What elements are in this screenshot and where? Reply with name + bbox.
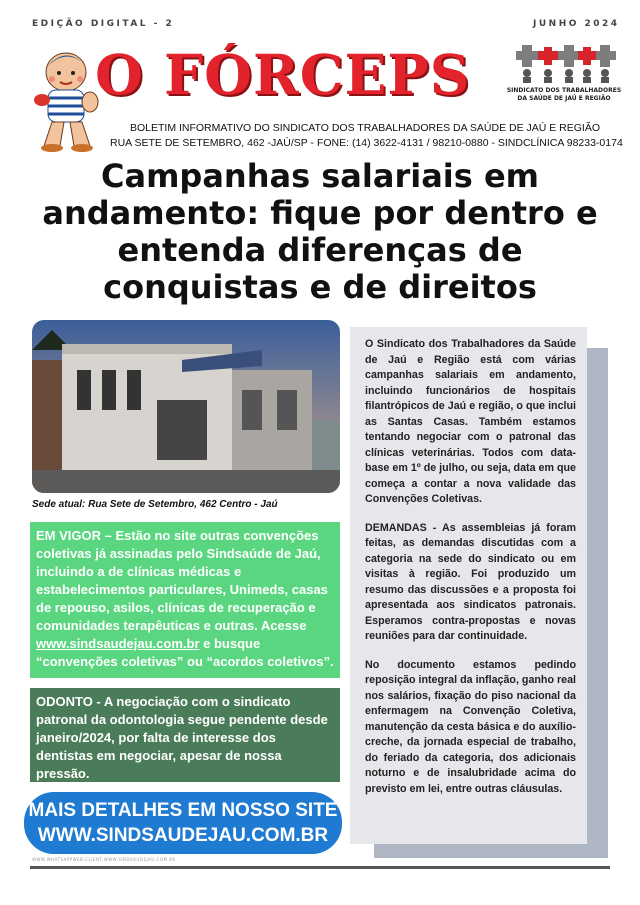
edition-label: EDIÇÃO DIGITAL - 2 bbox=[32, 19, 175, 29]
sindsaude-website-link[interactable]: www.sindsaudejau.com.br bbox=[36, 636, 200, 651]
em-vigor-text: EM VIGOR – Estão no site outras convenções coletivas já assinadas pelo Sindsaúde de Jaú, incluindo a de clínicas médicas e estabelecimentos particulares, Unimeds, casas de repouso, asilos, clínicas de recuperação e comunidades terapêuticas e outras. Acesse bbox=[36, 528, 328, 633]
syndicate-logo-text: SINDICATO DOS TRABALHADORES DA SAÚDE DE JAÚ E REGIÃO bbox=[506, 87, 622, 102]
odonto-box bbox=[30, 688, 340, 782]
article-column bbox=[350, 327, 587, 844]
date-label: JUNHO 2024 bbox=[533, 19, 620, 29]
bottom-divider bbox=[30, 866, 610, 869]
cta-website-url: WWW.SINDSAUDEJAU.COM.BR bbox=[37, 825, 329, 846]
cta-line-1: MAIS DETALHES EM NOSSO SITE bbox=[28, 800, 338, 821]
website-cta-banner[interactable] bbox=[24, 792, 342, 854]
em-vigor-text-end: e busque “convenções coletivas” ou “acordos coletivos”. bbox=[36, 636, 334, 669]
masthead-title: O FÓRCEPS bbox=[95, 42, 471, 107]
address-contact-line: RUA SETE DE SETEMBRO, 462 -JAÚ/SP - FONE: (14) 3622-4131 / 98210-0880 - SINDCLÍNICA 98233-0174 bbox=[110, 137, 623, 149]
footer-fine-print: WWW.WHATSAPPWEB.CLIENT.WWW.SINDSAUDEJAU.COM.BR bbox=[32, 857, 176, 862]
article-paragraph-demandas: DEMANDAS - As assembleias já foram feitas, as demandas discutidas com a categoria na sede do sindicato ou em visitas à região. Foi produzido um resumo das discussões e a proposta foi apresentada aos sindicatos patronais. Esperamos contra-propostas e novas reuniões para dar continuidade. bbox=[365, 521, 576, 642]
headquarters-photo bbox=[32, 320, 340, 493]
article-paragraph-1: O Sindicato dos Trabalhadores da Saúde de Jaú e Região está com várias campanhas salariais em andamento, incluindo funcionários de hospitais filantrópicos de Jaú e região, o que inclui as Santas Casas. Também estamos tentando negociar com o patronal das clínicas veterinárias. Todos com data-base em 1º de julho, ou seja, data em que começa a contar a nova validade das Convenções Coletivas. bbox=[365, 338, 576, 505]
article-paragraph-documento: No documento estamos pedindo reposição integral da inflação, ganho real nos salários, fixação do piso nacional da enfermagem na Convenção Coletiva, manutenção da cesta básica e do auxílio-creche, da jornada especial de trabalho, do feriado da categoria, dos adicionais noturno e de insalubridade acima do previsto em lei, entre outras cláusulas. bbox=[365, 658, 576, 795]
em-vigor-box bbox=[30, 522, 340, 678]
photo-caption: Sede atual: Rua Sete de Setembro, 462 Centro - Jaú bbox=[32, 499, 278, 510]
main-headline: Campanhas salariais em andamento: fique por dentro e entenda diferenças de conquistas e de direitos bbox=[42, 157, 598, 306]
bulletin-subtitle: BOLETIM INFORMATIVO DO SINDICATO DOS TRABALHADORES DA SAÚDE DE JAÚ E REGIÃO bbox=[129, 122, 601, 134]
odonto-text: ODONTO - A negociação com o sindicato patronal da odontologia segue pendente desde janeiro/2024, por falta de interesse dos dentistas em negociar, apesar de nossa pressão. bbox=[36, 694, 328, 781]
syndicate-logo-icon bbox=[508, 45, 618, 83]
baby-mascot-illustration bbox=[30, 42, 105, 154]
